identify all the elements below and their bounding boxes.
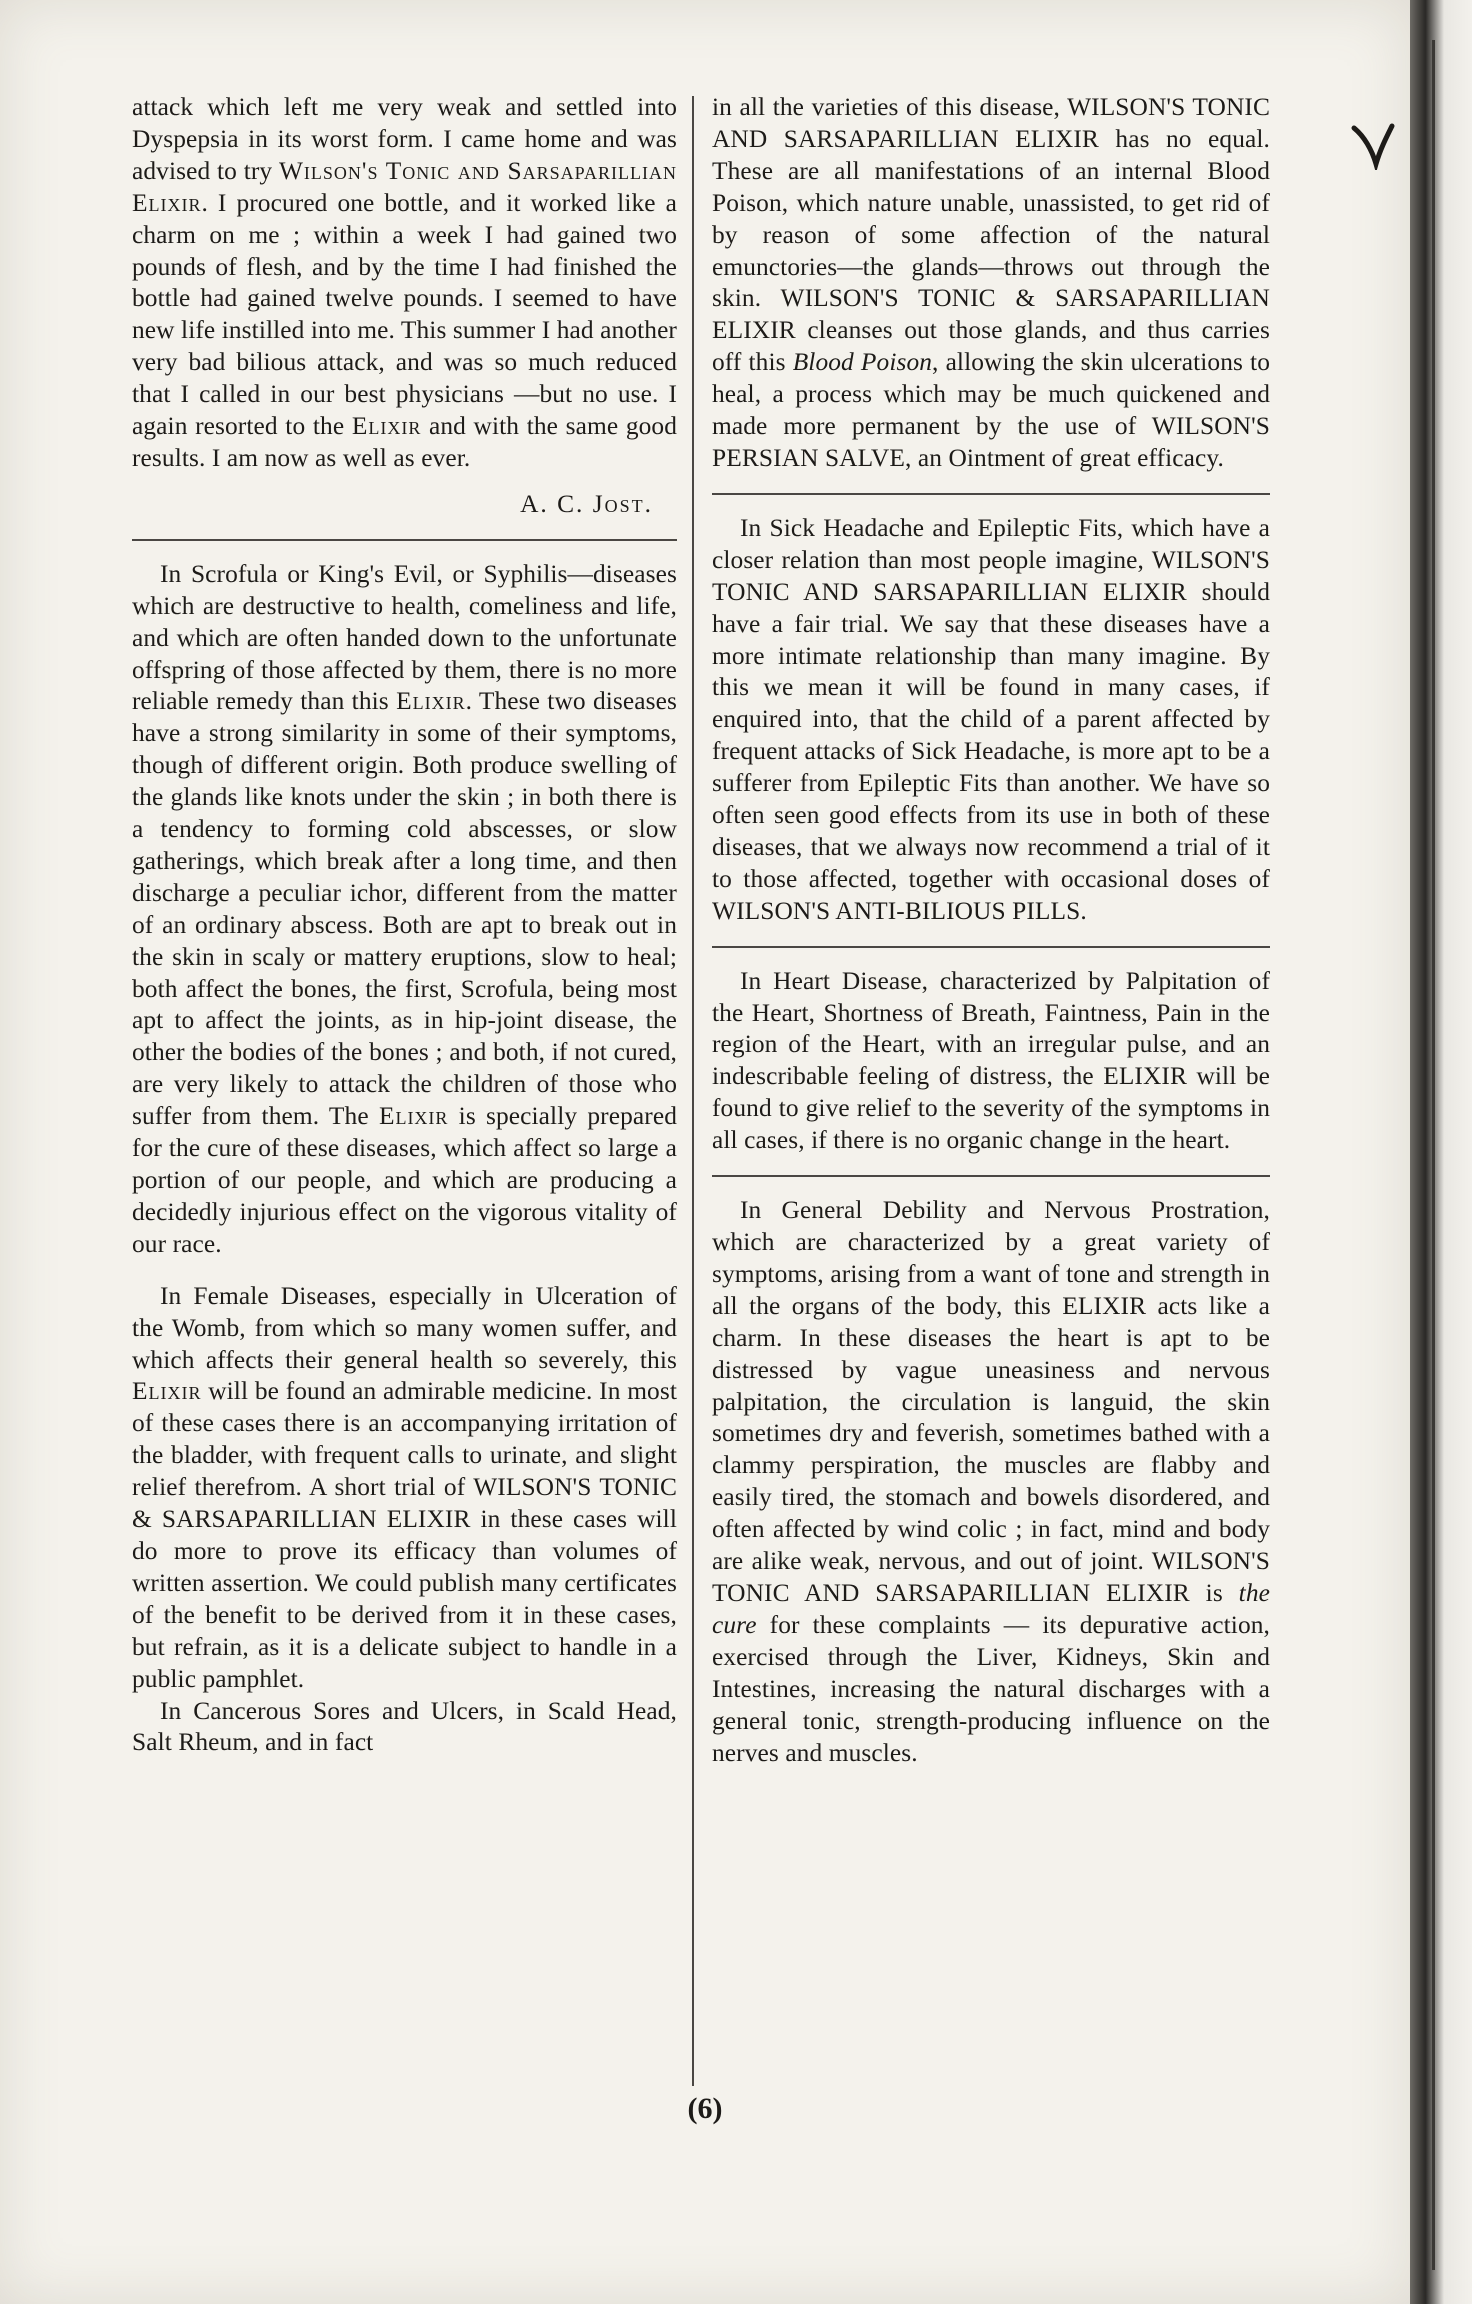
product-name: Elixir xyxy=(378,1102,449,1131)
page-edge-binding xyxy=(1410,0,1472,2304)
paragraph-dyspepsia-testimonial xyxy=(132,92,677,475)
text-run: attack which left me very weak and settled into Dyspepsia in its worst form. I came home and was advised to try xyxy=(132,93,677,185)
paragraph-blood-poison xyxy=(712,92,1270,475)
text-run: and with the same good results. I am now as well as ever. xyxy=(132,412,678,472)
paragraph-gap xyxy=(132,1261,677,1281)
text-run: In General Debility and Nervous Prostration, which are characterized by a great variety of symptoms, arising from a want of tone and strength in all the organs of the body, this ELIXIR acts like a charm. In these diseases the heart is apt to be distressed by vague uneasiness and nervous palpitation, the circulation is languid, the skin sometimes dry and feverish, sometimes bathed with a clammy perspiration, the muscles are flabby and easily tired, the stomach and bowels disordered, and often affected by wind colic ; in fact, mind and body are alike weak, nervous, and out of joint. WILSON'S TONIC AND SARSAPARILLIAN ELIXIR is xyxy=(712,1196,1270,1607)
section-rule xyxy=(132,539,677,541)
product-name: Elixir xyxy=(351,412,422,441)
text-run: In Female Diseases, especially in Ulceration of the Womb, from which so many women suffer, and which affects their general health so severely, this xyxy=(132,1281,677,1374)
left-column xyxy=(132,92,677,1759)
paragraph-sick-headache: In Sick Headache and Epileptic Fits, which have a closer relation than most people imagine, WILSON'S TONIC AND SARSAPARILLIAN ELIXIR should have a fair trial. We say that these diseases have a more intimate relationship than many imagine. By this we mean it will be found in many cases, if enquired into, that the child of a parent affected by frequent attacks of Sick Headache, is more apt to be a sufferer from Epileptic Fits than another. We have so often seen good effects from its use in both of these diseases, that we always now recommend a trial of it to those affected, together with occasional doses of WILSON'S ANTI-BILIOUS PILLS. xyxy=(712,513,1270,925)
section-rule xyxy=(712,1175,1270,1177)
page-number: (6) xyxy=(687,2092,723,2125)
text-run: for these complaints — its depurative action, exercised through the Liver, Kidneys, Skin and Intestines, increasing the natural discharges with a general tonic, strength-producing influence on the nerves and muscles. xyxy=(712,1610,1270,1767)
right-column xyxy=(712,92,1270,1769)
text-run: In Scrofula or King's Evil, or Syphilis—diseases which are destructive to health, comeliness and life, and which are often handed down to the unfortunate offspring of those affected by them, there is no more reliable remedy than this xyxy=(132,559,677,716)
text-run: . These two diseases have a strong similarity in some of their symptoms, though of different origin. Both produce swelling of the glands like knots under the skin ; in both there is a tendency to forming cold abscesses, or slow gatherings, which break after a long time, and then discharge a peculiar ichor, different from the matter of an ordinary abscess. Both are apt to break out in the skin in scaly or mattery eruptions, slow to heal; both affect the bones, the first, Scrofula, being most apt to affect the joints, as in hip-joint disease, the other the bodies of the bones ; and both, if not cured, are very likely to attack the children of those who suffer from them. The xyxy=(132,687,677,1131)
text-run: in all the varieties of this disease, WILSON'S TONIC AND SARSAPARILLIAN ELIXIR has no equal. These are all manifestations of an internal Blood Poison, which nature unable, unassisted, to get rid of by reason of some affection of the natural emunctories—the glands—throws out through the skin. WILSON'S TONIC & SARSAPARILLIAN ELIXIR cleanses out those glands, and thus carries off this xyxy=(712,93,1270,377)
testimonial-signature: A. C. Jost. xyxy=(520,489,653,518)
paragraph-heart-disease: In Heart Disease, characterized by Palpitation of the Heart, Shortness of Breath, Faintness, Pain in the region of the Heart, with an irregular pulse, and an indescribable feeling of distress, the ELIXIR will be found to give relief to the severity of the symptoms in all cases, if there is no organic change in the heart. xyxy=(712,966,1270,1155)
italic-phrase: the cure xyxy=(712,1578,1270,1639)
section-rule xyxy=(712,946,1270,948)
corner-mark-icon xyxy=(1350,120,1396,170)
text-run: will be found an admirable medicine. In most of these cases there is an accompanying irritation of the bladder, with frequent calls to urinate, and slight relief therefrom. A short trial of WILSON'S TONIC & SARSAPARILLIAN ELIXIR in these cases will do more to prove its efficacy than volumes of written assertion. We could publish many certificates of the benefit to be derived from it in these cases, but refrain, as it is a delicate subject to handle in a public pamphlet. xyxy=(132,1377,677,1693)
paragraph-general-debility xyxy=(712,1195,1270,1769)
paragraph-female-diseases xyxy=(132,1281,677,1696)
product-name: Elixir xyxy=(396,687,466,716)
italic-phrase: Blood Poison xyxy=(792,348,933,377)
fold-line xyxy=(1432,40,1435,2270)
paragraph-scrofula xyxy=(132,559,677,1261)
text-run: is specially prepared for the cure of these diseases, which affect so large a portion of our people, and which are producing a decidedly injurious effect on the vigorous vitality of our race. xyxy=(132,1102,677,1258)
text-run: , allowing the skin ulcerations to heal, a process which may be much quickened and made more permanent by the use of WILSON'S PERSIAN SALVE, an Ointment of great efficacy. xyxy=(712,348,1270,472)
text-run: . I procured one bottle, and it worked like a charm on me ; within a week I had gained two pounds of flesh, and by the time I had finished the bottle had gained twelve pounds. I seemed to have new life instilled into me. This summer I had another very bad bilious attack, and was so much reduced that I called in our best physicians —but no use. I again resorted to the xyxy=(132,188,677,441)
product-name: Elixir xyxy=(132,1377,202,1406)
product-name: Wilson's Tonic and Sarsaparillian Elixir xyxy=(132,156,677,217)
section-rule xyxy=(712,493,1270,495)
paragraph-cancerous-sores: In Cancerous Sores and Ulcers, in Scald Head, Salt Rheum, and in fact xyxy=(132,1696,677,1757)
column-divider xyxy=(692,96,694,2086)
